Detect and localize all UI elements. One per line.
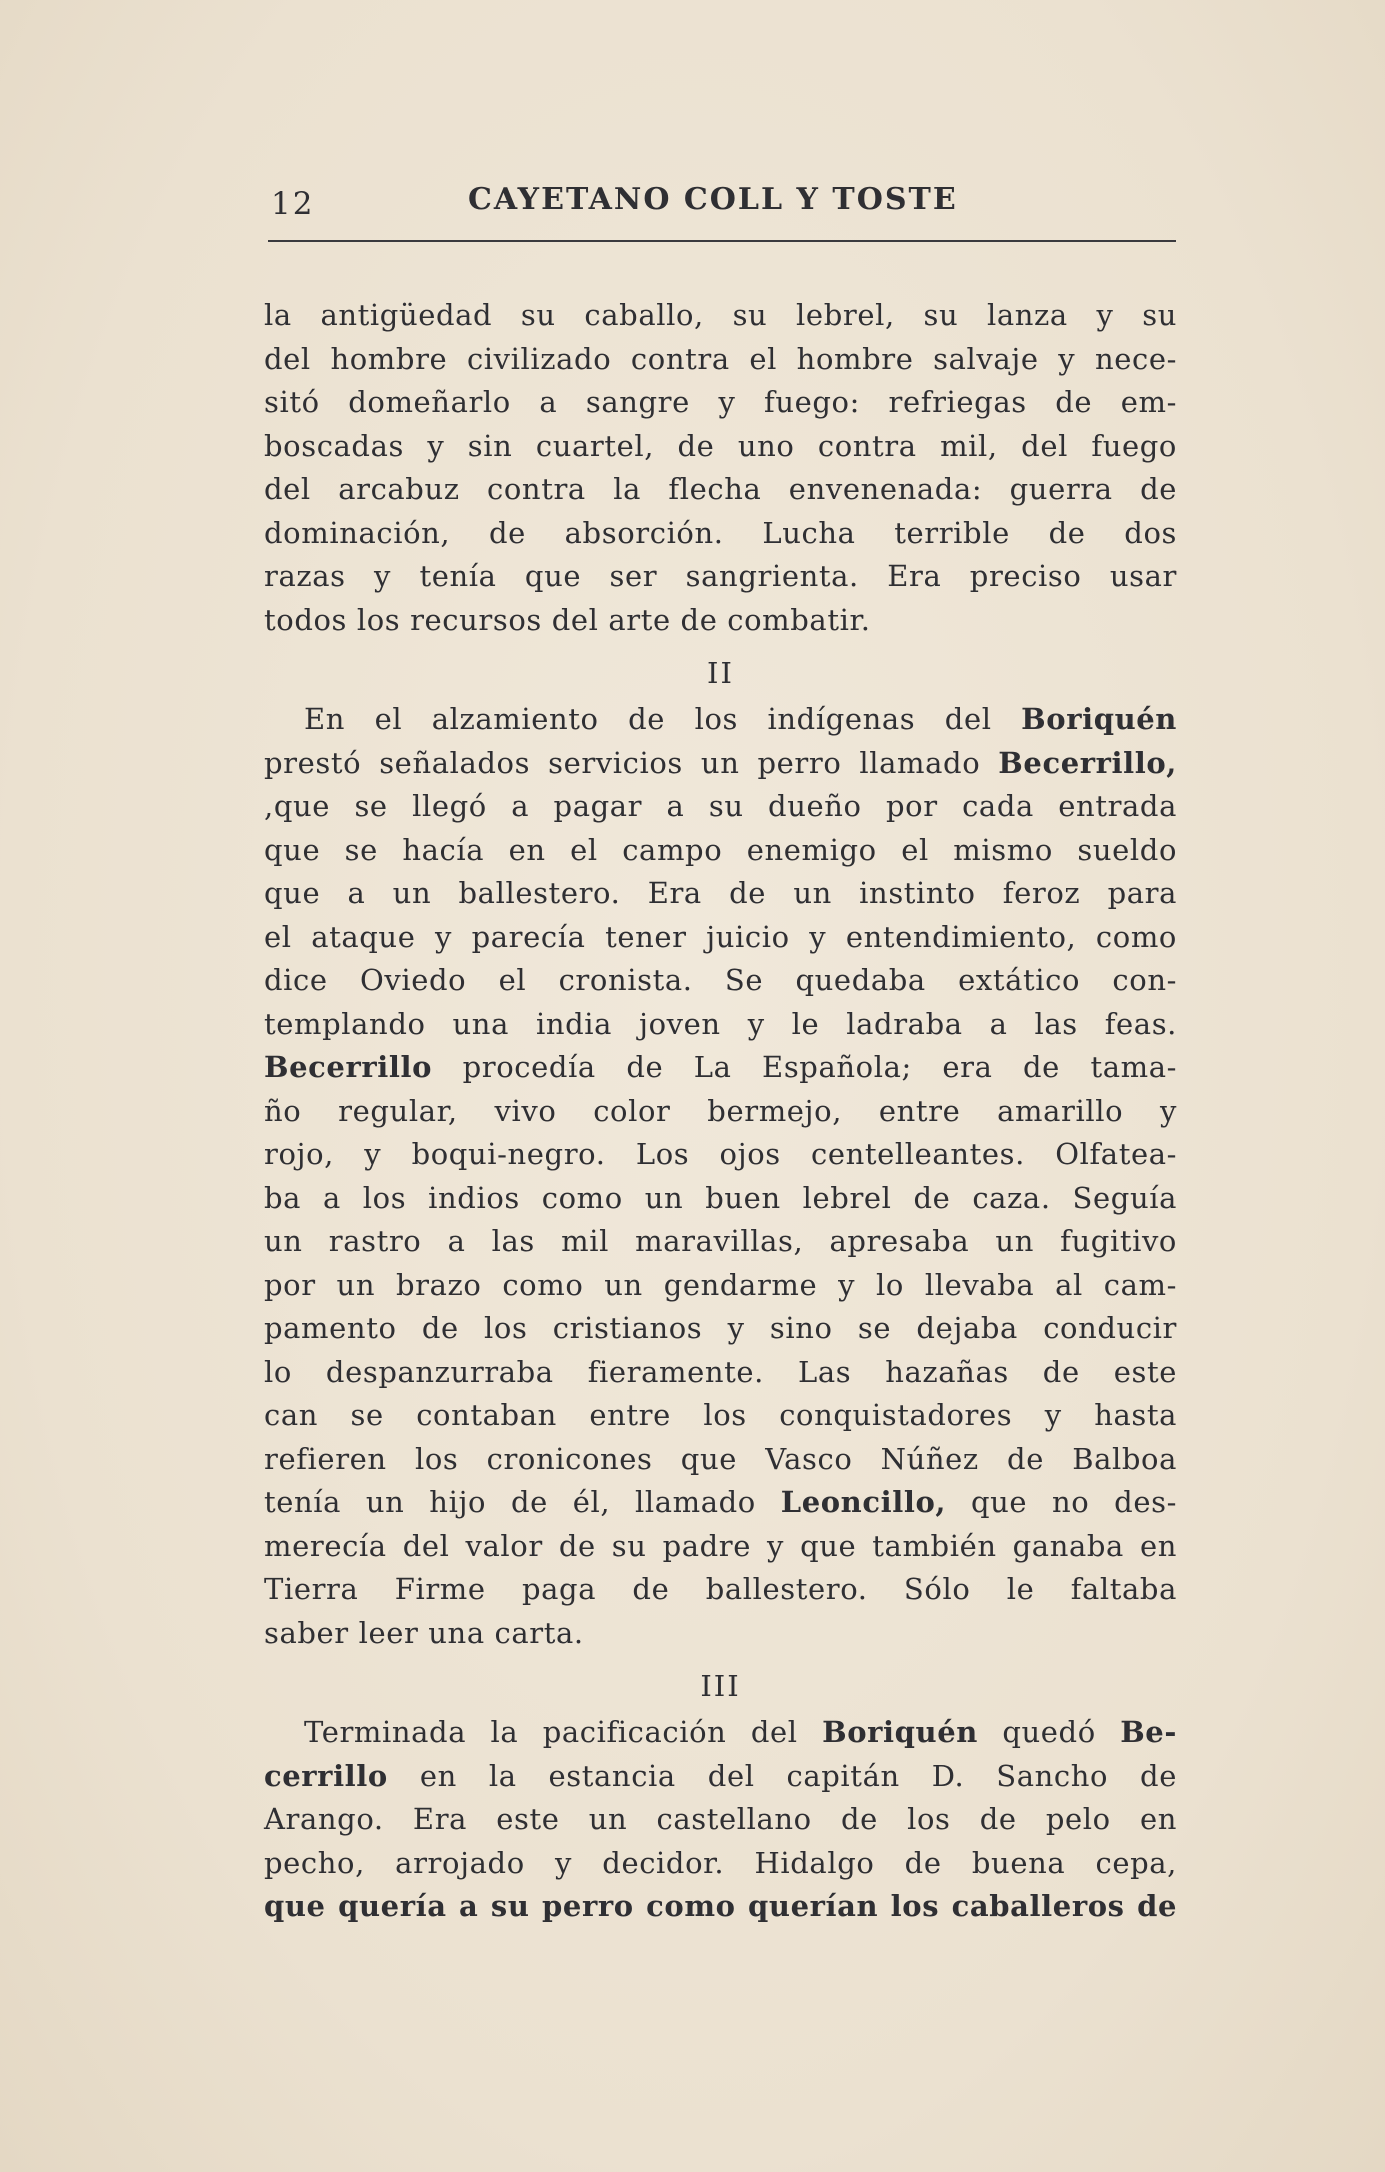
bold-term: Becerrillo (264, 1050, 433, 1084)
text-line: refieren los cronicones que Vasco Núñez de Balboa (264, 1441, 1177, 1476)
paragraph-2 (264, 698, 1177, 1655)
text-line (264, 1755, 1177, 1799)
paragraph-1 (264, 294, 1177, 642)
text-line: que quería a su perro como querían los caballeros de (264, 1889, 1177, 1923)
text-line (264, 1711, 1177, 1755)
bold-term: cerrillo (264, 1758, 388, 1793)
text-line: pecho, arrojado y decidor. Hidalgo de buena cepa, (264, 1845, 1177, 1880)
bold-term: Be- (1120, 1715, 1177, 1749)
section-heading-iii: III (700, 1669, 741, 1703)
text-run: tenía un hijo de él, llamado (264, 1485, 781, 1519)
text-line: Tierra Firme paga de ballestero. Sólo le faltaba (264, 1572, 1177, 1606)
text-line: ba a los indios como un buen lebrel de caza. Seguía (264, 1180, 1177, 1215)
text-line: Arango. Era este un castellano de los de pelo en (264, 1802, 1177, 1836)
page-number: 12 (271, 186, 315, 222)
text-line: del hombre civilizado contra el hombre salvaje y nece- (264, 341, 1177, 376)
text-line: ,que se llegó a pagar a su dueño por cada entrada (264, 789, 1177, 823)
text-run: En el alzamiento de los indígenas del (304, 702, 1022, 736)
text-line: templando una india joven y le ladraba a las feas. (264, 1006, 1177, 1041)
text-line: que se hacía en el campo enemigo el mismo sueldo (264, 832, 1177, 867)
section-heading-ii: II (707, 656, 734, 690)
body-text (264, 294, 1177, 1929)
page-header (268, 176, 1176, 224)
text-line: la antigüedad su caballo, su lebrel, su lanza y su (264, 298, 1177, 332)
text-line: ño regular, vivo color bermejo, entre amarillo y (264, 1093, 1177, 1128)
text-line: saber leer una carta. (264, 1615, 584, 1650)
text-line: lo despanzurraba fieramente. Las hazañas de este (264, 1354, 1177, 1389)
text-line: pamento de los cristianos y sino se dejaba conducir (264, 1311, 1177, 1345)
text-line: sitó domeñarlo a sangre y fuego: refriegas de em- (264, 385, 1177, 419)
running-title: CAYETANO COLL Y TOSTE (468, 182, 958, 217)
text-line: que a un ballestero. Era de un instinto feroz para (264, 876, 1177, 910)
text-line (264, 1481, 1177, 1525)
text-line: dominación, de absorción. Lucha terrible de dos (264, 515, 1177, 550)
text-line: razas y tenía que ser sangrienta. Era preciso usar (264, 559, 1177, 593)
text-line: dice Oviedo el cronista. Se quedaba extático con- (264, 963, 1177, 997)
text-line: todos los recursos del arte de combatir. (264, 602, 871, 637)
text-line (264, 698, 1177, 742)
text-run: que no des- (946, 1485, 1177, 1519)
text-run: en la estancia del capitán D. Sancho de (387, 1758, 1177, 1793)
bold-term: Becerrillo, (998, 745, 1177, 780)
text-run: Terminada la pacificación del (304, 1715, 823, 1749)
bold-term: Boriquén (1021, 702, 1177, 736)
text-run: quedó (977, 1715, 1121, 1749)
bold-term: Leoncillo, (780, 1485, 947, 1519)
text-line: rojo, y boqui-negro. Los ojos centelleantes. Olfatea- (264, 1137, 1177, 1171)
text-line: un rastro a las mil maravillas, apresaba un fugitivo (264, 1224, 1177, 1258)
bold-term: Boriquén (822, 1715, 978, 1749)
text-line: por un brazo como un gendarme y lo llevaba al cam- (264, 1267, 1177, 1302)
text-line (264, 1046, 1177, 1090)
paragraph-3 (264, 1711, 1177, 1929)
text-run: procedía de La Española; era de tama- (432, 1050, 1177, 1084)
header-rule (268, 240, 1176, 242)
text-line (264, 742, 1177, 786)
text-line: can se contaban entre los conquistadores y hasta (264, 1398, 1177, 1432)
text-line: merecía del valor de su padre y que también ganaba en (264, 1528, 1177, 1563)
text-line: boscadas y sin cuartel, de uno contra mil, del fuego (264, 428, 1177, 463)
text-line: el ataque y parecía tener juicio y entendimiento, como (264, 919, 1177, 954)
text-line: del arcabuz contra la flecha envenenada: guerra de (264, 472, 1177, 506)
text-run: prestó señalados servicios un perro llamado (264, 745, 999, 780)
